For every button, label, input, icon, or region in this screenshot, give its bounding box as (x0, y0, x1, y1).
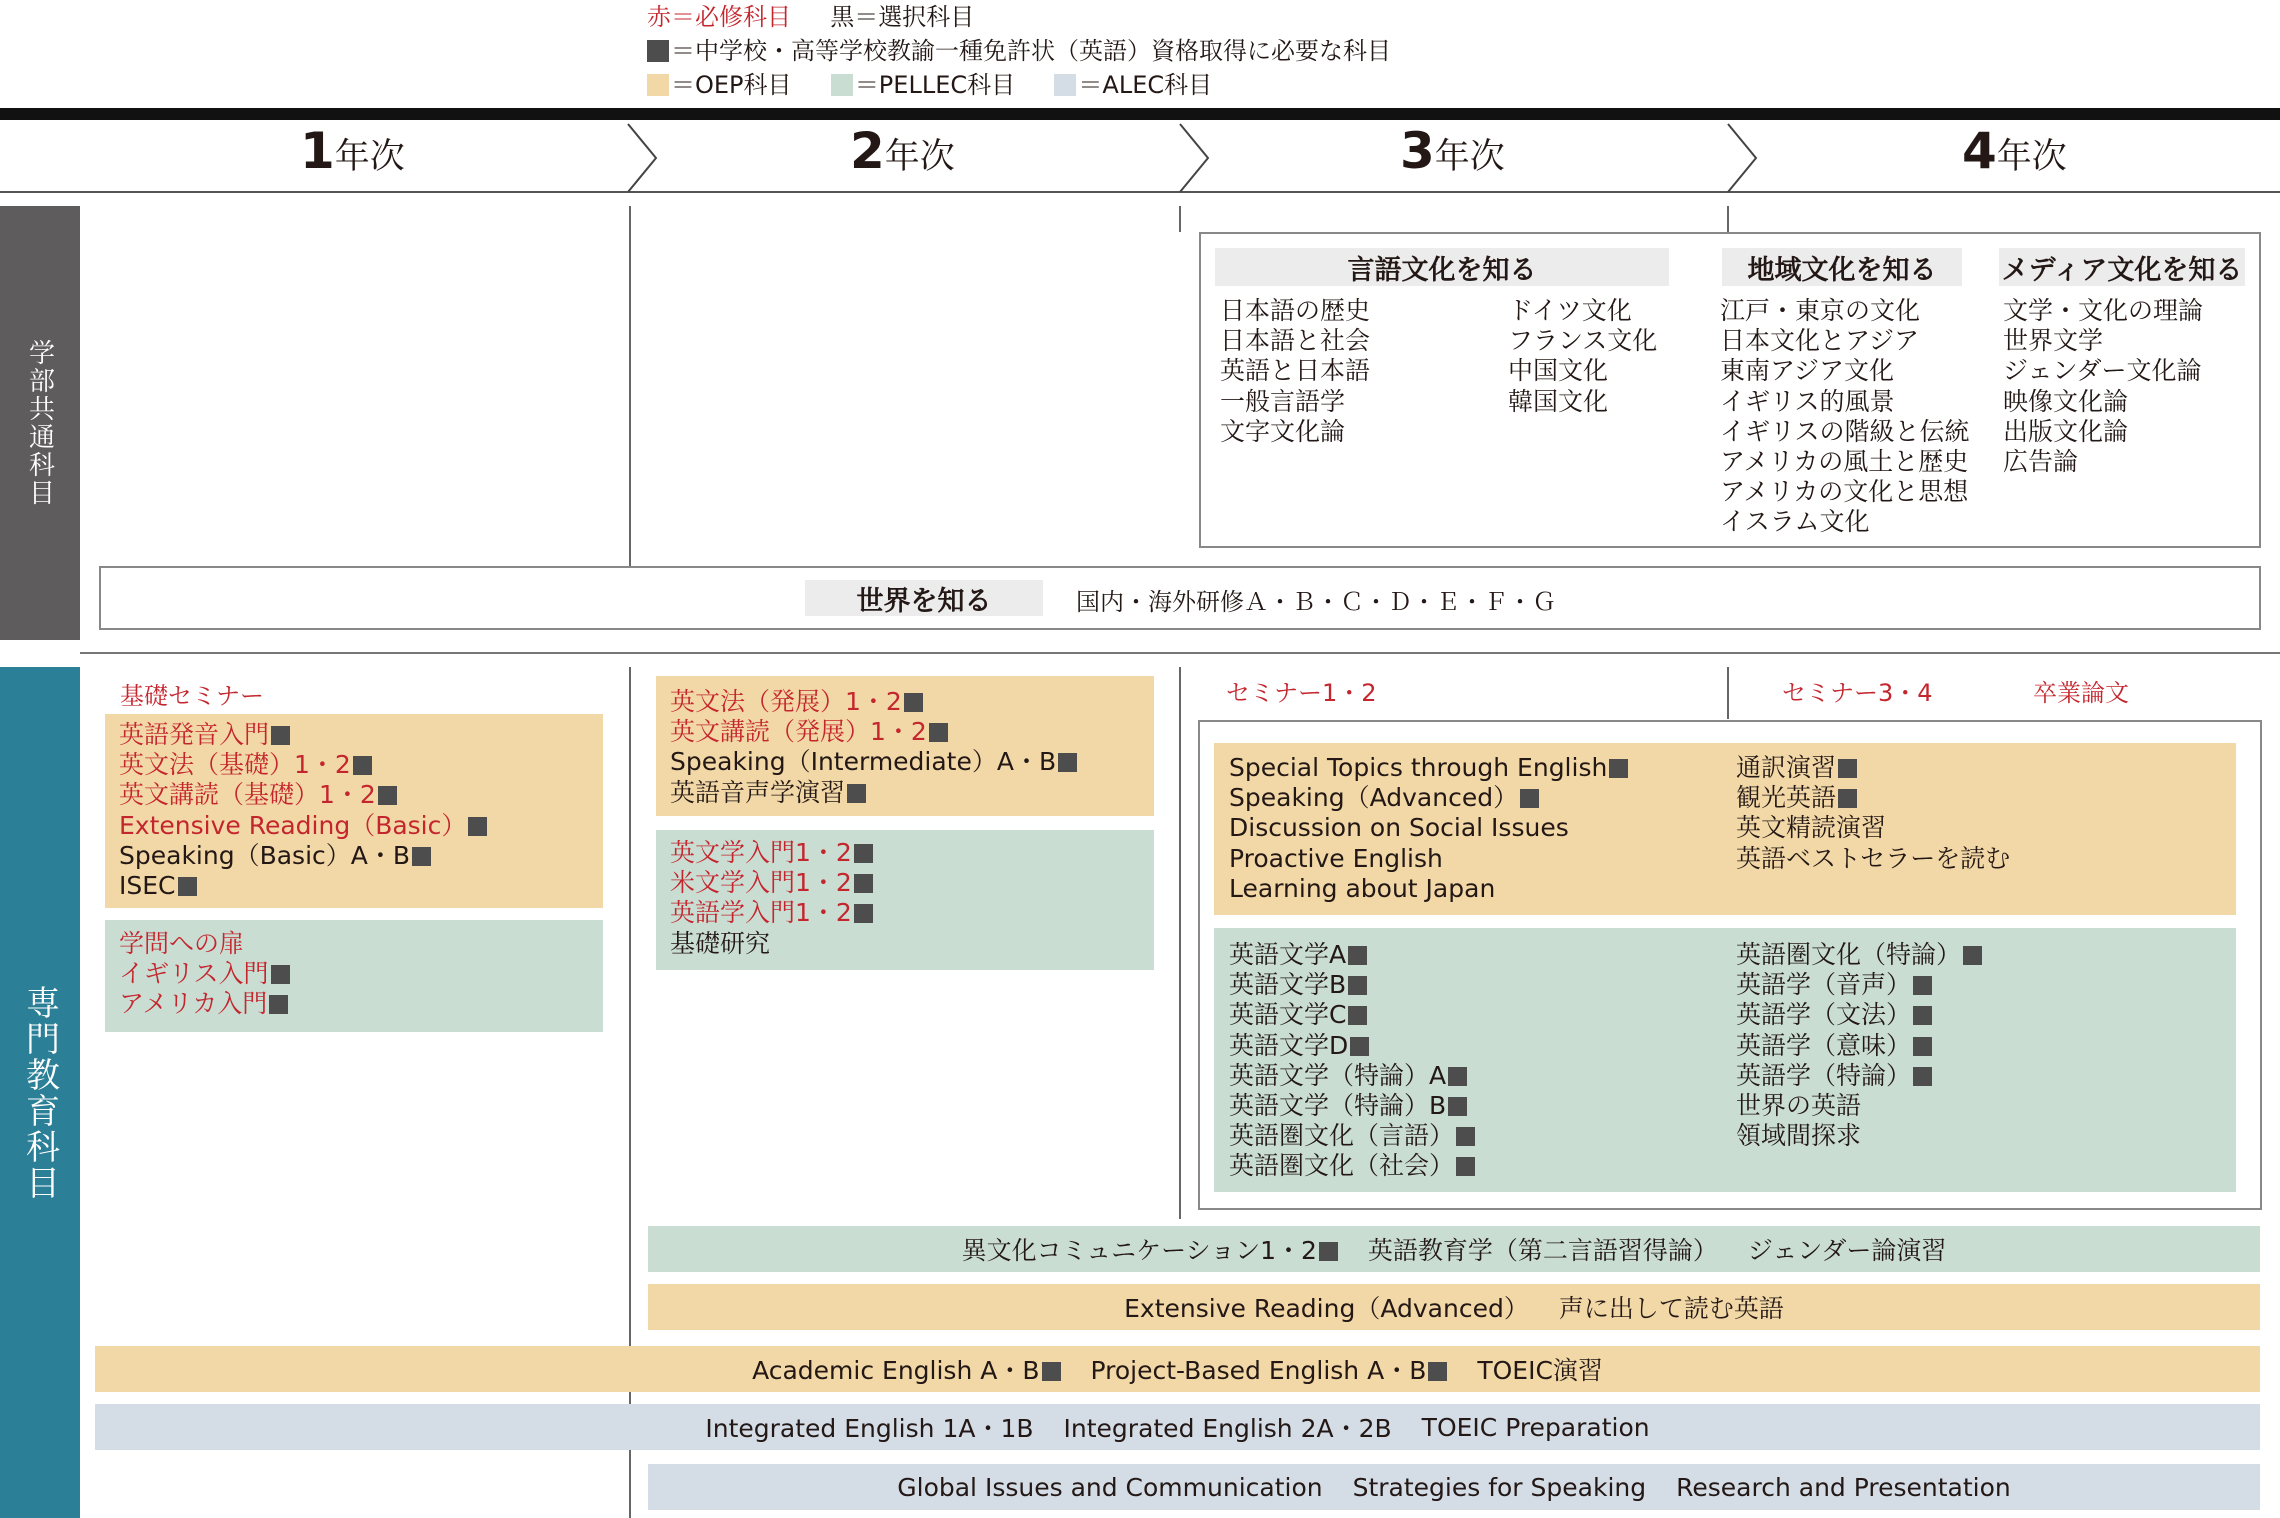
course-name: 英語学（特論） (1736, 1060, 1912, 1090)
license-square-icon (1963, 946, 1982, 965)
y1-pellec-list (119, 929, 290, 1020)
course-item (1229, 1061, 1475, 1091)
course-item (1229, 783, 1628, 813)
course-item (1368, 1231, 1718, 1267)
course-name: 通訳演習 (1736, 753, 1837, 782)
course-name: ISEC (119, 871, 176, 901)
course-name: 英語発音入門 (119, 720, 270, 749)
oep-swatch-icon (647, 74, 669, 96)
course-name: TOEIC演習 (1477, 1356, 1603, 1385)
legend-required: 赤＝必修科目 (647, 3, 791, 31)
course-item (119, 780, 487, 810)
course-name: 学問への扉 (119, 929, 245, 958)
course-item (119, 871, 487, 901)
y3-seminar: セミナー1・2 (1226, 679, 1377, 707)
license-square-icon (854, 904, 873, 923)
license-square-icon (647, 40, 669, 62)
license-square-icon (1838, 789, 1857, 808)
y2-pellec-list (670, 838, 873, 959)
list-item: 日本語の歴史 (1220, 296, 1371, 325)
course-item (1736, 813, 2010, 843)
course-name: 世界の英語 (1736, 1091, 1862, 1121)
list-item: 東南アジア文化 (1720, 356, 1895, 386)
list-item: イギリスの階級と伝統 (1720, 416, 1970, 446)
sidebar-specialized (0, 667, 80, 1518)
course-item (1422, 1413, 1650, 1442)
sidebar-common (0, 206, 80, 640)
year-1-number: 1 (300, 122, 335, 180)
y1-seminar: 基礎セミナー (120, 682, 264, 710)
legend (647, 0, 1391, 102)
course-name: Project-Based English A・B (1090, 1356, 1427, 1385)
pellec-wide-row (648, 1226, 2260, 1272)
course-name: Speaking（Intermediate）A・B (670, 747, 1057, 777)
course-item (1736, 940, 1982, 970)
course-name: ジェンダー論演習 (1747, 1236, 1947, 1265)
y4-seminar: セミナー3・4 (1782, 679, 1933, 707)
course-item (670, 717, 1077, 747)
section-divider (80, 652, 2280, 654)
course-item (1353, 1473, 1647, 1502)
course-item (1229, 1031, 1475, 1061)
course-item (670, 929, 873, 959)
course-item (1736, 1121, 1982, 1151)
course-item (119, 720, 487, 750)
course-name: 英語ベストセラーを読む (1736, 843, 2011, 873)
y34-pellec-list-2 (1736, 940, 1982, 1151)
course-name: Extensive Reading（Advanced） (1124, 1294, 1529, 1323)
year-3-number: 3 (1400, 122, 1435, 180)
license-square-icon (929, 723, 948, 742)
license-square-icon (1319, 1242, 1338, 1261)
course-item (1736, 783, 2010, 813)
language-culture-list-1 (1220, 296, 1370, 447)
course-item (119, 959, 290, 989)
license-square-icon (269, 995, 288, 1014)
course-item (670, 778, 1077, 808)
divider-y2-y3-top (1179, 206, 1181, 232)
course-name: Extensive Reading（Basic） (119, 810, 467, 840)
legend-line-3 (647, 68, 1391, 102)
course-item (1064, 1409, 1392, 1445)
list-item: 中国文化 (1508, 356, 1609, 386)
list-item: イスラム文化 (1720, 507, 1870, 537)
license-square-icon (854, 874, 873, 893)
course-name: 異文化コミュニケーション1・2 (961, 1236, 1317, 1265)
oep-wide-row-2 (648, 1284, 2260, 1330)
course-item (1091, 1351, 1448, 1387)
pellec-swatch-icon (831, 74, 853, 96)
license-square-icon (1448, 1067, 1467, 1086)
list-item: 日本語と社会 (1220, 326, 1371, 356)
language-culture-header: 言語文化を知る (1215, 248, 1669, 286)
header-top-rule (0, 108, 2280, 120)
course-item (1229, 970, 1475, 1000)
course-item (1736, 1091, 1982, 1121)
license-square-icon (1058, 753, 1077, 772)
course-name: Global Issues and Communication (897, 1472, 1323, 1502)
course-name: 英語圏文化（言語） (1229, 1121, 1455, 1151)
course-item (1229, 1091, 1475, 1121)
license-square-icon (1348, 1006, 1367, 1025)
alec-full-row (95, 1404, 2260, 1450)
course-item (1229, 1121, 1475, 1151)
course-name: 英語音声学演習 (670, 777, 846, 807)
license-square-icon (1348, 946, 1367, 965)
course-item (1736, 753, 2010, 783)
regional-culture-list (1720, 296, 1970, 538)
course-name: 英文講読（基礎）1・2 (119, 780, 376, 810)
y34-oep-list-1 (1229, 753, 1628, 904)
license-square-icon (1838, 759, 1857, 778)
year-3-suffix: 年次 (1434, 137, 1505, 177)
list-item: 韓国文化 (1508, 386, 1609, 416)
course-item (962, 1231, 1338, 1267)
course-name: 英語文学B (1229, 970, 1347, 1000)
list-item: 江戸・東京の文化 (1720, 296, 1921, 325)
license-square-icon (904, 693, 923, 712)
course-item (670, 868, 873, 898)
course-name: 観光英語 (1736, 783, 1837, 813)
alec-swatch-icon (1054, 74, 1076, 96)
course-item (670, 838, 873, 868)
thesis: 卒業論文 (2033, 679, 2129, 707)
course-name: Strategies for Speaking (1352, 1472, 1647, 1502)
license-square-icon (1428, 1362, 1447, 1381)
sidebar-common-label: 学部共通科目 (24, 339, 55, 507)
year-2-header (850, 122, 955, 180)
course-name: 基礎研究 (670, 928, 771, 958)
course-name: 領域間探求 (1736, 1121, 1862, 1151)
regional-culture-header: 地域文化を知る (1722, 248, 1962, 286)
divider-y2-y3-bottom (1179, 667, 1181, 1219)
course-name: 英語教育学（第二言語習得論） (1367, 1236, 1718, 1265)
course-name: 英語圏文化（特論） (1736, 940, 1962, 969)
course-name: 英文精読演習 (1736, 813, 1887, 843)
course-item (1736, 1000, 1982, 1030)
course-name: イギリス入門 (119, 959, 269, 989)
legend-license: ＝中学校・高等学校教諭一種免許状（英語）資格取得に必要な科目 (671, 37, 1391, 65)
course-name: 英語学（意味） (1736, 1030, 1912, 1060)
y2-oep-list (670, 687, 1077, 808)
course-item (119, 841, 487, 871)
license-square-icon (1520, 789, 1539, 808)
course-name: 米文学入門1・2 (670, 868, 852, 898)
course-item (1736, 970, 1982, 1000)
course-name: Research and Presentation (1676, 1472, 2011, 1502)
license-square-icon (178, 877, 197, 896)
course-item (1229, 813, 1628, 843)
course-item (670, 687, 1077, 717)
list-item: 広告論 (2003, 447, 2079, 477)
course-item (119, 929, 290, 959)
course-name: 英文講読（発展）1・2 (670, 717, 927, 747)
course-item (1124, 1289, 1529, 1325)
list-item: フランス文化 (1508, 326, 1658, 356)
legend-oep: ＝OEP科目 (671, 71, 792, 99)
course-name: 英文学入門1・2 (670, 838, 852, 867)
sidebar-specialized-label: 専門教育科目 (19, 984, 60, 1201)
course-name: TOEIC Preparation (1421, 1412, 1650, 1442)
list-item: ジェンダー文化論 (2003, 356, 2202, 386)
course-name: アメリカ入門 (119, 989, 268, 1019)
year-1-suffix: 年次 (334, 137, 405, 177)
list-item: ドイツ文化 (1508, 296, 1632, 325)
media-culture-list (2003, 296, 2203, 477)
media-culture-header: メディア文化を知る (1999, 248, 2245, 286)
course-name: Learning about Japan (1229, 873, 1496, 903)
course-name: Special Topics through English (1229, 753, 1608, 782)
course-name: 英文法（基礎）1・2 (119, 750, 351, 780)
course-name: 英語学（文法） (1736, 1000, 1912, 1030)
license-square-icon (1913, 1067, 1932, 1086)
license-square-icon (1448, 1097, 1467, 1116)
course-name: Discussion on Social Issues (1229, 813, 1569, 843)
course-name: 英語文学（特論）A (1229, 1060, 1447, 1090)
list-item: 文字文化論 (1220, 416, 1346, 446)
year-4-number: 4 (1962, 122, 1997, 180)
license-square-icon (378, 786, 397, 805)
alec-wide-row-2 (648, 1464, 2260, 1510)
list-item: アメリカの文化と思想 (1720, 477, 1969, 507)
license-square-icon (1609, 759, 1628, 778)
course-name: 英語文学D (1229, 1030, 1349, 1060)
divider-y1-y2-top (629, 206, 631, 566)
world-text: 国内・海外研修Ａ・Ｂ・Ｃ・Ｄ・Ｅ・Ｆ・Ｇ (1076, 588, 1556, 616)
course-item (1229, 874, 1628, 904)
course-name: Proactive English (1229, 843, 1443, 873)
divider-y3-y4-bottom (1727, 667, 1729, 719)
legend-pellec: ＝PELLEC科目 (854, 71, 1016, 99)
license-square-icon (1456, 1157, 1475, 1176)
list-item: 映像文化論 (2003, 386, 2129, 416)
license-square-icon (412, 847, 431, 866)
license-square-icon (1913, 1037, 1932, 1056)
legend-alec: ＝ALEC科目 (1078, 71, 1213, 99)
course-item (670, 898, 873, 928)
list-item: 世界文学 (2003, 326, 2104, 356)
course-item (119, 811, 487, 841)
year-2-number: 2 (850, 122, 885, 180)
course-item (752, 1351, 1060, 1387)
course-name: Speaking（Basic）A・B (119, 840, 411, 870)
course-name: Integrated English 1A・1B (705, 1414, 1034, 1443)
y1-oep-list (119, 720, 487, 901)
legend-line-1 (647, 0, 1391, 34)
license-square-icon (1456, 1127, 1475, 1146)
list-item: 文学・文化の理論 (2003, 296, 2204, 325)
license-square-icon (353, 756, 372, 775)
course-item (1748, 1231, 1947, 1267)
course-name: 英語文学（特論）B (1229, 1091, 1447, 1121)
course-item (670, 747, 1077, 777)
y34-pellec-list-1 (1229, 940, 1475, 1182)
course-name: 英語学（音声） (1736, 970, 1912, 1000)
list-item: 日本文化とアジア (1720, 326, 1920, 356)
license-square-icon (847, 784, 866, 803)
course-item (1736, 844, 2010, 874)
legend-elective: 黒＝選択科目 (830, 3, 975, 31)
license-square-icon (1913, 976, 1932, 995)
course-name: Academic English A・B (752, 1356, 1040, 1385)
divider-y3-y4-top (1727, 206, 1729, 232)
course-item (705, 1409, 1033, 1445)
course-item (1736, 1031, 1982, 1061)
license-square-icon (1042, 1362, 1061, 1381)
y34-oep-list-2 (1736, 753, 2010, 874)
license-square-icon (1348, 976, 1367, 995)
course-name: 英語文学C (1229, 1000, 1347, 1030)
license-square-icon (271, 965, 290, 984)
legend-line-2 (647, 34, 1391, 68)
world-header: 世界を知る (805, 580, 1043, 616)
list-item: イギリス的風景 (1720, 386, 1895, 416)
course-item (119, 750, 487, 780)
course-name: 英語学入門1・2 (670, 898, 852, 928)
oep-full-row (95, 1346, 2260, 1392)
course-name: 声に出して読む英語 (1558, 1294, 1784, 1323)
course-item (1229, 844, 1628, 874)
list-item: 出版文化論 (2003, 416, 2129, 446)
course-item (1229, 1151, 1475, 1181)
list-item: 一般言語学 (1220, 386, 1346, 416)
course-item (1229, 1000, 1475, 1030)
license-square-icon (1913, 1006, 1932, 1025)
year-4-suffix: 年次 (1996, 137, 2067, 177)
year-3-header (1400, 122, 1505, 180)
course-item (1229, 753, 1628, 783)
course-item (119, 989, 290, 1019)
language-culture-list-2 (1508, 296, 1657, 417)
list-item: 英語と日本語 (1220, 356, 1371, 386)
course-name: 英語圏文化（社会） (1229, 1151, 1455, 1181)
year-2-suffix: 年次 (884, 137, 955, 177)
course-item (1229, 940, 1475, 970)
list-item: アメリカの風土と歴史 (1720, 447, 1969, 477)
course-item (1559, 1289, 1784, 1325)
license-square-icon (468, 817, 487, 836)
course-item (1477, 1351, 1603, 1387)
license-square-icon (1350, 1037, 1369, 1056)
license-square-icon (854, 844, 873, 863)
course-name: 英文法（発展）1・2 (670, 687, 902, 716)
year-1-header (300, 122, 405, 180)
year-4-header (1962, 122, 2067, 180)
course-item (897, 1473, 1322, 1502)
course-name: Integrated English 2A・2B (1063, 1414, 1392, 1443)
course-name: Speaking（Advanced） (1229, 783, 1519, 813)
course-name: 英語文学A (1229, 940, 1347, 969)
course-item (1736, 1061, 1982, 1091)
course-item (1676, 1473, 2011, 1502)
license-square-icon (271, 726, 290, 745)
